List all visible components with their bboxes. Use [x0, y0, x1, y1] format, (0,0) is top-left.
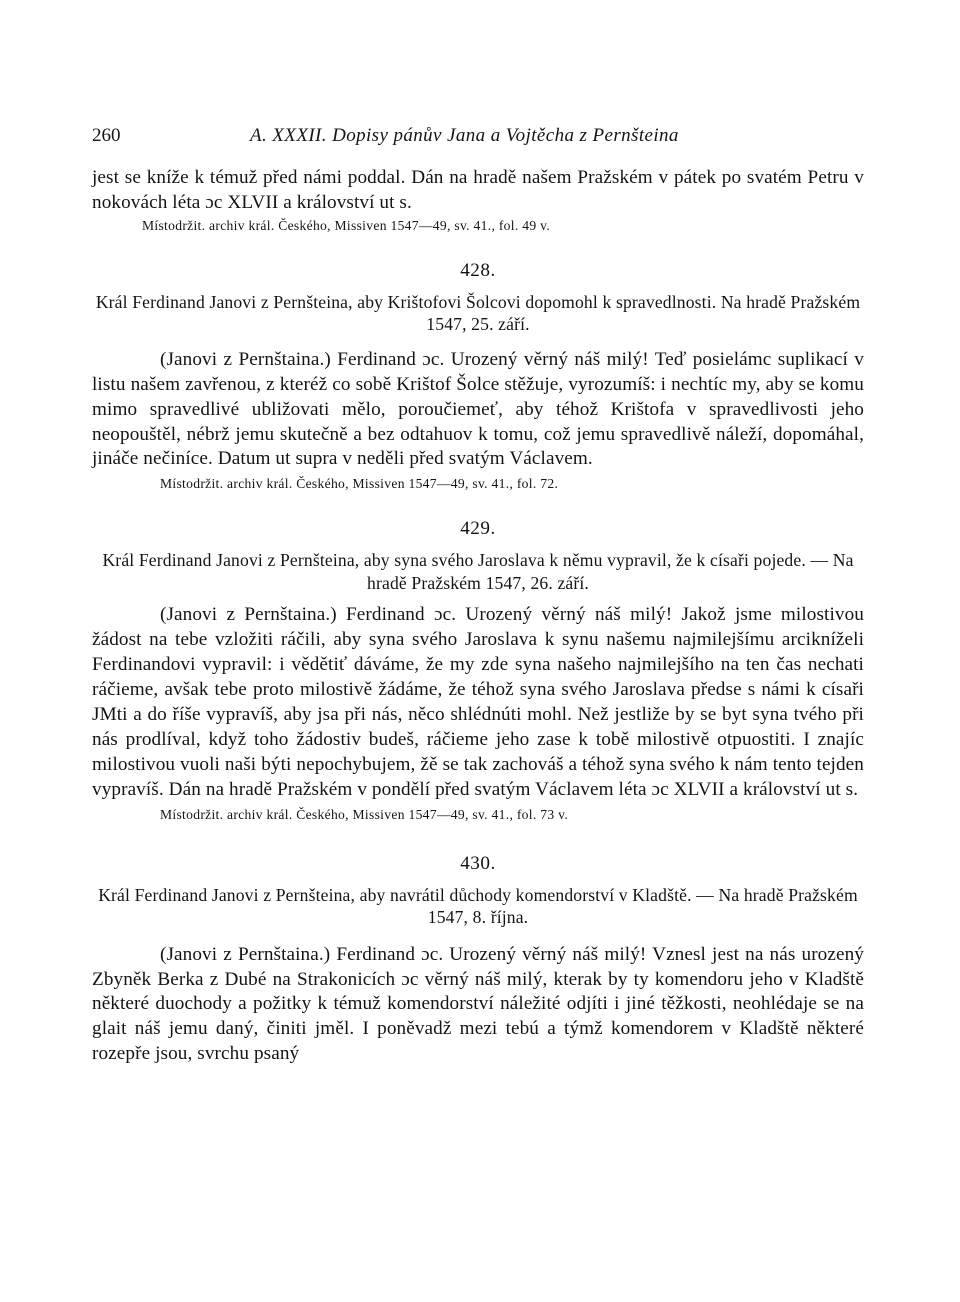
book-page	[92, 122, 864, 1067]
letter-summary: Král Ferdinand Janovi z Pernšteina, aby navrátil důchody komendorství v Kladště. — Na hradě Pražském 1547, 8. října.	[98, 884, 858, 928]
running-header	[92, 122, 864, 150]
running-title: A. XXXII. Dopisy pánův Jana a Vojtěcha z Pernšteina	[250, 125, 679, 146]
letter-source-citation: Místodržit. archiv král. Českého, Missiven 1547—49, sv. 41., fol. 73 v.	[160, 806, 569, 822]
letter-body: (Janovi z Pernštaina.) Ferdinand ɔc. Urozený věrný náš milý! Teď posielámc suplikací v listu našem zavřenou, z kteréž co sobě Krištof Šolce stěžuje, vyrozumíš: i nechtíc my, aby se komu mimo spravedlivé ubližovati mělo, poroučiemeť, aby téhož Krištofa v spravedlivosti jeho neopouštěl, nébrž jemu skutečně a bez odtahuov k tomu, což jemu spravedlivě náleží, dopomáhal, jináče nečiníce. Datum ut supra v neděli před svatým Václavem.	[92, 348, 864, 470]
letter-429	[92, 516, 864, 823]
letter-summary: Král Ferdinand Janovi z Pernšteina, aby syna svého Jaroslava k němu vypravil, že k císaři pojede. — Na hradě Pražském 1547, 26. září.	[102, 550, 854, 593]
letter-430	[92, 851, 864, 1068]
letter-428	[92, 258, 864, 494]
letter-summary: Král Ferdinand Janovi z Pernšteina, aby Krištofovi Šolcovi dopomohl k spravedlnosti. Na hradě Pražském 1547, 25. září.	[95, 291, 861, 335]
letter-number: 430.	[460, 852, 496, 874]
letter-number: 428.	[460, 259, 496, 281]
page-number: 260	[92, 125, 121, 146]
intro-source-citation: Místodržit. archiv král. Českého, Missiven 1547—49, sv. 41., fol. 49 v.	[142, 217, 551, 233]
letter-body: (Janovi z Pernštaina.) Ferdinand ɔc. Urozený věrný náš milý! Jakož jsme milostivou žádost na tebe vzložiti ráčili, aby syna svého Jaroslava k synu našemu najmilejšímu arcikníželi Ferdinandovi vypravil: i vědětiť dáváme, že my zde syna našeho najmilejšího na ten čas nechati ráčieme, avšak tebe proto milostivě žádáme, že téhož syna svého Jaroslava předse s námi k císaři JMti a do říše vypravíš, aby jsa při nás, něco shlédnúti mohl. Než jestliže by se byt syna tvého při nás prodlíval, když toho žádostiv budeš, ráčieme jeho zase k tobě milostivě otpuostiti. I znajíc milostivou vuoli naši býti nepochybujem, žě se tak zachováš a téhož syna svého k nám tento tejden vypravíš. Dán na hradě Pražském v pondělí před svatým Václavem léta ɔc XLVII a království ut s.	[92, 604, 864, 800]
letter-source-citation: Místodržit. archiv král. Českého, Missiven 1547—49, sv. 41., fol. 72.	[160, 476, 559, 492]
letter-number: 429.	[460, 518, 496, 540]
letter-body: (Janovi z Pernštaina.) Ferdinand ɔc. Urozený věrný náš milý! Vznesl jest na nás urozený Zbyněk Berka z Dubé na Strakonicích ɔc věrný náš milý, kterak by ty komendoru jeho v Kladště některé duochody a požitky k témuž komendorství náležité odjíti i jiné těžkosti, neohlédaje se na glait náš jemu daný, činiti jměl. I poněvadž mezi tebú a týmž komendorem v Kladště některé rozepře jsou, svrchu psaný	[92, 943, 864, 1065]
intro-text: jest se kníže k témuž před námi poddal. Dán na hradě našem Pražském v pátek po svatém Petru v nokovách léta ɔc XLVII a království ut s.	[92, 167, 864, 213]
